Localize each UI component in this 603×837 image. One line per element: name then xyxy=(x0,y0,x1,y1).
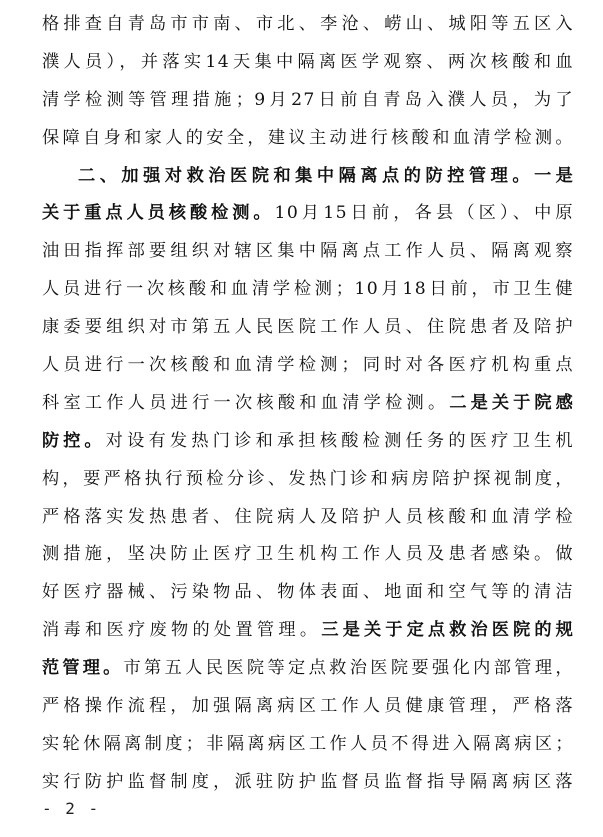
text-line xyxy=(42,688,574,726)
bold-phrase: 关于重点人员核酸检测。 xyxy=(42,203,275,224)
text-line xyxy=(42,385,574,423)
text-segment: 康委要组织对市第五人民医院工作人员、住院患者及陪护 xyxy=(42,317,574,338)
text-line xyxy=(42,44,574,82)
text-line xyxy=(42,423,574,461)
text-segment: 构，要严格执行预检分诊、发热门诊和病房陪护探视制度， xyxy=(42,468,574,489)
text-segment: 清学检测等管理措施；9月27日前自青岛入濮人员，为了 xyxy=(42,89,574,110)
text-line xyxy=(42,309,574,347)
text-line xyxy=(42,461,574,499)
text-line xyxy=(42,120,574,158)
page-number: - 2 - xyxy=(42,799,101,818)
text-line xyxy=(42,499,574,537)
text-segment: 人员进行一次核酸和血清学检测；10月18日前，市卫生健 xyxy=(42,279,574,300)
text-line xyxy=(42,233,574,271)
text-line xyxy=(42,195,574,233)
text-segment: 严格操作流程，加强隔离病区工作人员健康管理，严格落 xyxy=(42,696,574,717)
text-line xyxy=(42,536,574,574)
text-segment: 科室工作人员进行一次核酸和血清学检测。 xyxy=(42,392,450,413)
text-segment: 保障自身和家人的安全，建议主动进行核酸和血清学检测。 xyxy=(42,127,574,148)
text-line xyxy=(42,271,574,309)
text-segment: 10月15日前，各县（区）、中原 xyxy=(274,203,574,224)
text-segment: 油田指挥部要组织对辖区集中隔离点工作人员、隔离观察 xyxy=(42,241,574,262)
body-text xyxy=(42,6,574,802)
text-segment: 好医疗器械、污染物品、物体表面、地面和空气等的清洁 xyxy=(42,582,574,603)
text-segment: 濮人员），并落实14天集中隔离医学观察、两次核酸和血 xyxy=(42,51,574,72)
text-segment: 格排查自青岛市市南、市北、李沧、崂山、城阳等五区入 xyxy=(42,14,574,34)
text-line xyxy=(42,650,574,688)
bold-phrase: 一是 xyxy=(534,165,574,186)
text-segment: 实行防护监督制度，派驻防护监督员监督指导隔离病区落 xyxy=(42,771,574,792)
text-line xyxy=(42,347,574,385)
text-line xyxy=(42,82,574,120)
bold-phrase: 二是关于院感 xyxy=(449,392,574,413)
bold-phrase: 范管理。 xyxy=(42,658,124,679)
text-line xyxy=(42,764,574,802)
bold-phrase: 防控。 xyxy=(42,430,106,451)
text-segment: 消毒和医疗废物的处置管理。 xyxy=(42,620,322,641)
section-heading: 二、加强对救治医院和集中隔离点的防控管理。 xyxy=(78,165,535,186)
text-line xyxy=(42,574,574,612)
text-line xyxy=(42,158,574,196)
text-segment: 测措施，坚决防止医疗卫生机构工作人员及患者感染。做 xyxy=(42,544,574,565)
text-segment: 对设有发热门诊和承担核酸检测任务的医疗卫生机 xyxy=(105,430,574,451)
text-line xyxy=(42,6,574,44)
text-segment: 市第五人民医院等定点救治医院要强化内部管理， xyxy=(123,658,574,679)
bold-phrase: 三是关于定点救治医院的规 xyxy=(321,620,574,641)
text-line xyxy=(42,612,574,650)
text-segment: 严格落实发热患者、住院病人及陪护人员核酸和血清学检 xyxy=(42,506,574,527)
text-segment: 实轮休隔离制度；非隔离病区工作人员不得进入隔离病区； xyxy=(42,733,574,754)
text-line xyxy=(42,726,574,764)
text-segment: 人员进行一次核酸和血清学检测；同时对各医疗机构重点 xyxy=(42,355,574,376)
